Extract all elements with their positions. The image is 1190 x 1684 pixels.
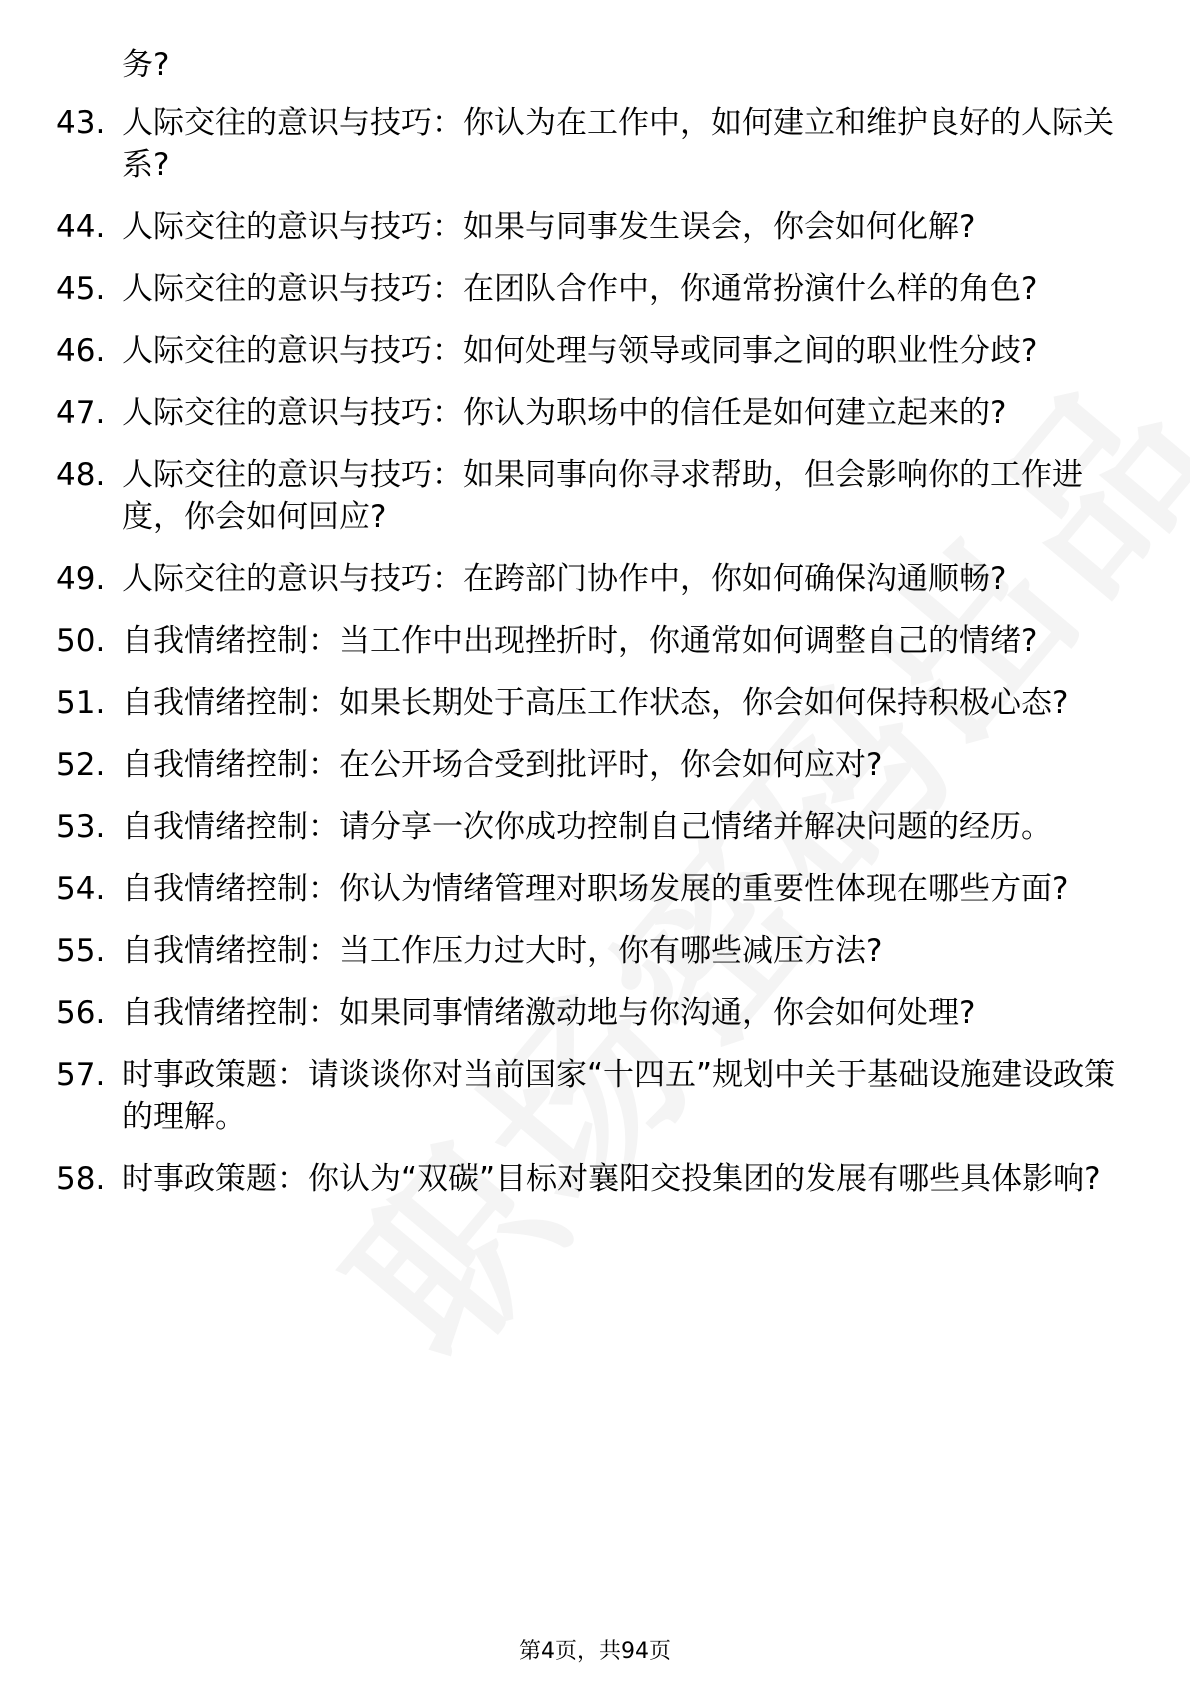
question-item xyxy=(56,682,1116,724)
question-number: 43. xyxy=(56,105,106,141)
question-number: 56. xyxy=(56,995,106,1031)
question-number: 50. xyxy=(56,623,106,659)
question-item xyxy=(56,992,1116,1034)
question-number: 52. xyxy=(56,747,106,783)
question-item xyxy=(56,102,1116,186)
page-footer: 第4页，共94页 xyxy=(519,1639,671,1664)
question-item xyxy=(56,744,1116,786)
question-item xyxy=(56,454,1116,538)
question-text: 自我情绪控制：你认为情绪管理对职场发展的重要性体现在哪些方面? xyxy=(122,871,1069,907)
question-text: 时事政策题：你认为“双碳”目标对襄阳交投集团的发展有哪些具体影响? xyxy=(122,1161,1101,1197)
question-number: 46. xyxy=(56,333,106,369)
question-text: 人际交往的意识与技巧：如果与同事发生误会，你会如何化解? xyxy=(122,209,976,245)
continuation-text: 务? xyxy=(122,47,170,83)
question-number: 47. xyxy=(56,395,106,431)
question-text: 人际交往的意识与技巧：如果同事向你寻求帮助，但会影响你的工作进度，你会如何回应? xyxy=(122,457,1083,535)
question-item xyxy=(56,330,1116,372)
question-number: 51. xyxy=(56,685,106,721)
question-item xyxy=(56,620,1116,662)
question-item xyxy=(56,268,1116,310)
question-text: 人际交往的意识与技巧：你认为在工作中，如何建立和维护良好的人际关系? xyxy=(122,105,1114,183)
question-text: 自我情绪控制：当工作压力过大时，你有哪些减压方法? xyxy=(122,933,883,969)
question-number: 54. xyxy=(56,871,106,907)
question-text: 自我情绪控制：如果长期处于高压工作状态，你会如何保持积极心态? xyxy=(122,685,1069,721)
question-item xyxy=(56,1158,1116,1200)
question-number: 58. xyxy=(56,1161,106,1197)
question-item xyxy=(56,1054,1116,1138)
question-text: 自我情绪控制：当工作中出现挫折时，你通常如何调整自己的情绪? xyxy=(122,623,1038,659)
question-text: 自我情绪控制：如果同事情绪激动地与你沟通，你会如何处理? xyxy=(122,995,976,1031)
question-item xyxy=(56,868,1116,910)
question-text: 自我情绪控制：在公开场合受到批评时，你会如何应对? xyxy=(122,747,883,783)
question-text: 人际交往的意识与技巧：在团队合作中，你通常扮演什么样的角色? xyxy=(122,271,1038,307)
question-number: 53. xyxy=(56,809,106,845)
question-item xyxy=(56,558,1116,600)
question-text: 人际交往的意识与技巧：如何处理与领导或同事之间的职业性分歧? xyxy=(122,333,1038,369)
question-item xyxy=(56,392,1116,434)
question-number: 48. xyxy=(56,457,106,493)
question-text: 人际交往的意识与技巧：你认为职场中的信任是如何建立起来的? xyxy=(122,395,1007,431)
question-item xyxy=(56,930,1116,972)
question-number: 45. xyxy=(56,271,106,307)
question-number: 57. xyxy=(56,1057,106,1093)
question-text: 人际交往的意识与技巧：在跨部门协作中，你如何确保沟通顺畅? xyxy=(122,561,1007,597)
question-item xyxy=(56,206,1116,248)
question-number: 44. xyxy=(56,209,106,245)
question-item xyxy=(56,806,1116,848)
question-number: 49. xyxy=(56,561,106,597)
question-text: 自我情绪控制：请分享一次你成功控制自己情绪并解决问题的经历。 xyxy=(122,809,1052,845)
question-text: 时事政策题：请谈谈你对当前国家“十四五”规划中关于基础设施建设政策的理解。 xyxy=(122,1057,1116,1135)
question-number: 55. xyxy=(56,933,106,969)
question-list xyxy=(56,44,1116,1220)
